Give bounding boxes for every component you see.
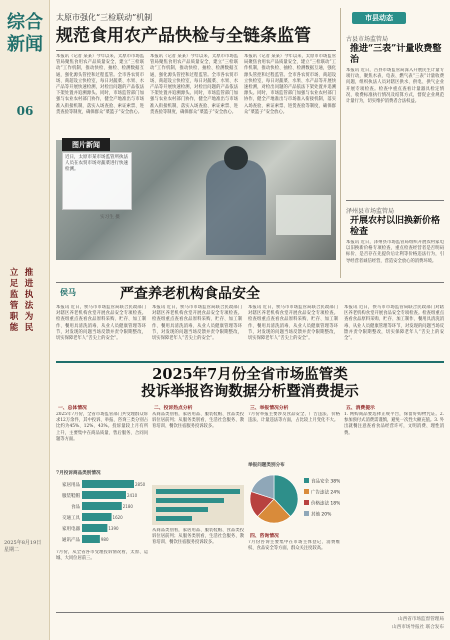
mid-body-col3: 本报讯 近日，侯马市市场监管局联合民政部门对辖区养老机构食堂开展食品安全专项检查。检查组重点查看食品原料采购、贮存、加工制作、餐用具清洗消毒、从业人员健康管理等环节，对发现的问题当场反馈并责令限期整改，切实保障老年人“舌尖上的安全”。 [248,305,338,342]
bar-value: 2410 [126,493,138,498]
report-section-4-title: 四、咨询情况 [250,533,279,539]
stat-panel [152,485,244,525]
bar-label: 服装鞋帽 [62,494,80,499]
legend-label: 其他 20% [311,512,332,518]
legend-swatch [304,489,309,494]
photo-tag: 图片新闻 [62,138,110,151]
top-kicker: 太原市强化“三检联动”机制 [56,13,153,22]
report-section-1-title: 一、总体情况 [58,405,87,411]
report-section-4-text: 7月份咨询主要集中在市场主体登记、消费维权、食品安全等方面，群众关注度较高。 [248,540,340,552]
bar [82,535,100,543]
issue-date: 2025年8月19日 星期二 [4,540,42,553]
legend-label: 食品安全 38% [311,479,340,485]
report-section-2-more: 从商品类别看，家居用品、服装鞋帽、食品类投诉位居前列；从服务类别看，生活社会服务、教育培训、餐饮住宿服务投诉较多。 [152,528,244,546]
section-badge: 市县动态 [352,12,406,24]
bar [82,524,107,532]
chart1-caption: 7月份，从全省各市受理投诉情况看，太原、运城、大同位居前三。 [56,550,148,562]
right-headline-2: 开展农村以旧换新价格检查 [350,216,441,237]
legend-label: 价格违法 18% [311,501,340,507]
report-pie-chart [248,470,340,528]
report-section-2-text: 从商品类别看，家居用品、服装鞋帽、食品类投诉位居前列；从服务类别看，生活社会服务、教育培训、餐饮住宿服务投诉较多。 [152,412,244,430]
slogan-line-1: 立足监管职能 [9,268,19,333]
report-section-5-text: 1. 网购商品要选择正规平台，保留好购物凭证。2. 参加预付式消费需谨慎，避免一次性大额充值。3. 外出就餐注意查看食品经营许可，文明消费、理性消费。 [344,412,444,436]
top-body-col3: 本报讯（记者 某某）今年以来，太原市市场监管局聚焦食用农产品质量安全，建立“三检联动”工作机制，推动快检、抽检、检测数据互通，强化源头管控和过程监管。全市各农贸市场、商超设立快检室，每日对蔬菜、水果、水产品等开展快速检测，对检出问题的产品依法下架处置并追溯源头。同时，市场监管部门加强与农业农村部门协作，健全产地准出与市场准入衔接机制，落实入场查验、索证索票、进货查验等制度，确保群众“菜篮子”安全放心。 [244,54,336,115]
bar-label: 通讯产品 [62,538,80,543]
top-body-col2: 本报讯（记者 某某）今年以来，太原市市场监管局聚焦食用农产品质量安全，建立“三检联动”工作机制，推动快检、抽检、检测数据互通，强化源头管控和过程监管。全市各农贸市场、商超设立快检室，每日对蔬菜、水果、水产品等开展快速检测，对检出问题的产品依法下架处置并追溯源头。同时，市场监管部门加强与农业农村部门协作，健全产地准出与市场准入衔接机制，落实入场查验、索证索票、进货查验等制度，确保群众“菜篮子”安全放心。 [150,54,238,115]
report-headline-1: 2025年7月份全省市场监管类 [152,366,348,383]
mid-body-col1: 本报讯 近日，侯马市市场监管局联合民政部门对辖区养老机构食堂开展食品安全专项检查。检查组重点查看食品原料采购、贮存、加工制作、餐用具清洗消毒、从业人员健康管理等环节，对发现的问题当场反馈并责令限期整改，切实保障老年人“舌尖上的安全”。 [56,305,146,342]
stat-bar-1 [156,489,240,494]
bar-value: 1390 [108,526,119,531]
legend-swatch [304,478,309,483]
stat-bar-4 [156,516,192,521]
right-body-2: 本报讯 近日，泽州县市场监管局组织开展农村家电以旧换新价格专项检查，重点检查经营者是否明码标价、是否存在先提价后让利等价格违法行为，引导经营者诚信经营，营造安全放心的消费环境。 [346,240,444,264]
footer-publisher-2: 山西市场导报社 联合发布 [392,625,444,630]
chart1-title: 7月投诉商品类别情况 [56,471,101,476]
photo-head-shape [224,146,248,170]
report-section-3-title: 三、举报情况分析 [250,405,289,411]
report-section-5-title: 五、消费提示 [346,405,375,411]
bar-label: 交通工具 [62,516,80,521]
bar-label: 食品 [71,505,80,510]
legend-swatch [304,500,309,505]
report-rule [56,361,444,363]
chart2-title: 举报问题类别分布 [248,463,285,468]
bar-value: 980 [100,537,109,542]
bar-value: 2180 [122,504,133,509]
top-headline: 规范食用农产品快检与全链条监管 [56,26,311,46]
top-rule [56,50,336,51]
photo-credit: 实习生 摄 [100,215,120,220]
mid-rule [56,282,444,283]
report-headline-2: 投诉举报咨询数据分析暨消费提示 [141,383,359,400]
slogan-line-2: 推进执法为民 [24,268,34,333]
bar-label: 家用电器 [62,527,80,532]
legend-swatch [304,511,309,516]
mid-headline: 严查养老机构食品安全 [120,286,260,302]
bar [82,491,126,499]
right-rule [346,200,444,201]
photo-person-shape [206,160,266,255]
report-section-2-title: 二、投诉热点分析 [154,405,193,411]
report-section-3-text: 7月份举报主要涉及食品安全、广告违法、价格违法、计量违法等方面，占比较上月变化不大。 [248,412,340,424]
side-slogan [8,268,42,334]
legend-label: 广告违法 24% [311,490,340,496]
bar [82,513,112,521]
report-section-1-text: 2025年7月份，全省市场监管部门共受理群众诉求12万余件，其中投诉、举报、咨询三类分别占比约为45%、12%、43%。投诉量较上月有所上升，主要集中在商品质量、售后服务、合同问题等方面。 [56,412,148,442]
section-title: 综合新闻 [7,12,43,55]
footer-publisher: 山西省市场监督管理局 [398,617,444,622]
bar [82,480,134,488]
right-divider [340,8,341,278]
page-number: 06 [16,104,34,118]
complaint-bar-chart [56,478,148,548]
right-kicker-1: 古县市场监管局 [346,36,389,43]
right-kicker-2: 泽州县市场监管局 [346,208,395,215]
stat-bar-3 [156,507,208,512]
mid-body-col4: 本报讯 近日，侯马市市场监管局联合民政部门对辖区养老机构食堂开展食品安全专项检查。检查组重点查看食品原料采购、贮存、加工制作、餐用具清洗消毒、从业人员健康管理等环节，对发现的问题当场反馈并责令限期整改，切实保障老年人“舌尖上的安全”。 [344,305,444,342]
bar [82,502,122,510]
photo-caption: 近日，太原市某市场监管所执法人员在农贸市场对蔬菜进行快速检测。 [62,152,132,210]
footer-rule [56,612,444,613]
mid-kicker: 侯马 [60,287,76,297]
right-body-1: 本报讯 近日，古县市场监管局深入开展民生计量专项行动，聚焦水表、电表、燃气表“三表”计量收费问题，组织执法人员对辖区供水、供电、供气企业开展专项检查。检查中重点查看计量器具检定情况、收费标准执行情况及结算方式，督促企业规范计量行为，切实维护消费者合法权益。 [346,68,444,105]
bar-label: 家居用品 [62,483,80,488]
bar-value: 1620 [112,515,123,520]
stat-bar-2 [156,498,224,503]
mid-body-col2: 本报讯 近日，侯马市市场监管局联合民政部门对辖区养老机构食堂开展食品安全专项检查。检查组重点查看食品原料采购、贮存、加工制作、餐用具清洗消毒、从业人员健康管理等环节，对发现的问题当场反馈并责令限期整改，切实保障老年人“舌尖上的安全”。 [152,305,242,342]
bar-value: 2850 [135,482,146,487]
photo-device-shape [276,195,331,235]
right-headline-1: 推进“三表”计量收费整治 [350,44,442,65]
top-body-col1: 本报讯（记者 某某）今年以来，太原市市场监管局聚焦食用农产品质量安全，建立“三检联动”工作机制，推动快检、抽检、检测数据互通，强化源头管控和过程监管。全市各农贸市场、商超设立快检室，每日对蔬菜、水果、水产品等开展快速检测，对检出问题的产品依法下架处置并追溯源头。同时，市场监管部门加强与农业农村部门协作，健全产地准出与市场准入衔接机制，落实入场查验、索证索票、进货查验等制度，确保群众“菜篮子”安全放心。 [56,54,144,115]
